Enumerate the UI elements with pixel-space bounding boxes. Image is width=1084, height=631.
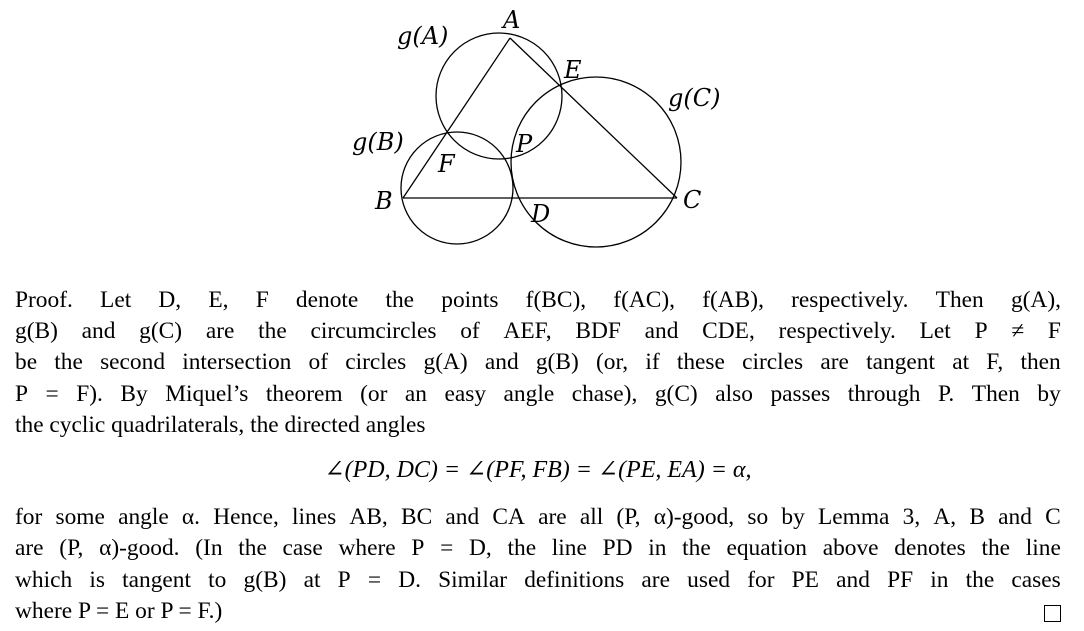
segment-ac <box>510 38 677 198</box>
proof-block <box>15 285 1061 627</box>
label-a: A <box>503 6 521 34</box>
circle-g-b <box>401 132 513 244</box>
label-b: B <box>375 187 393 215</box>
label-g-c: g(C) <box>668 84 721 112</box>
triangle-miquel-figure <box>0 0 1084 260</box>
proof-line: which is tangent to g(B) at P = D. Similar definitions are used for PE and PF in the cases <box>15 566 1061 593</box>
label-e: E <box>564 56 582 84</box>
label-g-b: g(B) <box>352 128 404 156</box>
label-p: P <box>516 130 533 158</box>
label-d: D <box>531 200 551 228</box>
display-equation: ∠(PD, DC) = ∠(PF, FB) = ∠(PE, EA) = α, <box>324 457 752 484</box>
proof-paragraph-2 <box>15 502 1061 627</box>
proof-line: g(B) and g(C) are the circumcircles of AEF, BDF and CDE, respectively. Let P ≠ F <box>15 318 1061 345</box>
proof-line: Proof. Let D, E, F denote the points f(BC), f(AC), f(AB), respectively. Then g(A), <box>15 287 1061 313</box>
segment-ab <box>403 38 510 198</box>
proof-line: the cyclic quadrilaterals, the directed angles <box>15 411 426 438</box>
label-f: F <box>438 150 455 178</box>
label-g-a: g(A) <box>397 22 449 50</box>
proof-line: where P = E or P = F.) <box>15 597 223 624</box>
proof-line: are (P, α)-good. (In the case where P = D, the line PD in the equation above denotes the line <box>15 535 1061 562</box>
label-c: C <box>683 186 702 214</box>
proof-paragraph-1 <box>15 285 1061 441</box>
proof-line: P = F). By Miquel’s theorem (or an easy angle chase), g(C) also passes through P. Then by <box>15 380 1061 407</box>
proof-line: be the second intersection of circles g(A) and g(B) (or, if these circles are tangent at F, then <box>15 349 1061 376</box>
proof-line: for some angle α. Hence, lines AB, BC and CA are all (P, α)-good, so by Lemma 3, A, B and C <box>15 504 1061 531</box>
qed-square-icon <box>1044 605 1061 622</box>
